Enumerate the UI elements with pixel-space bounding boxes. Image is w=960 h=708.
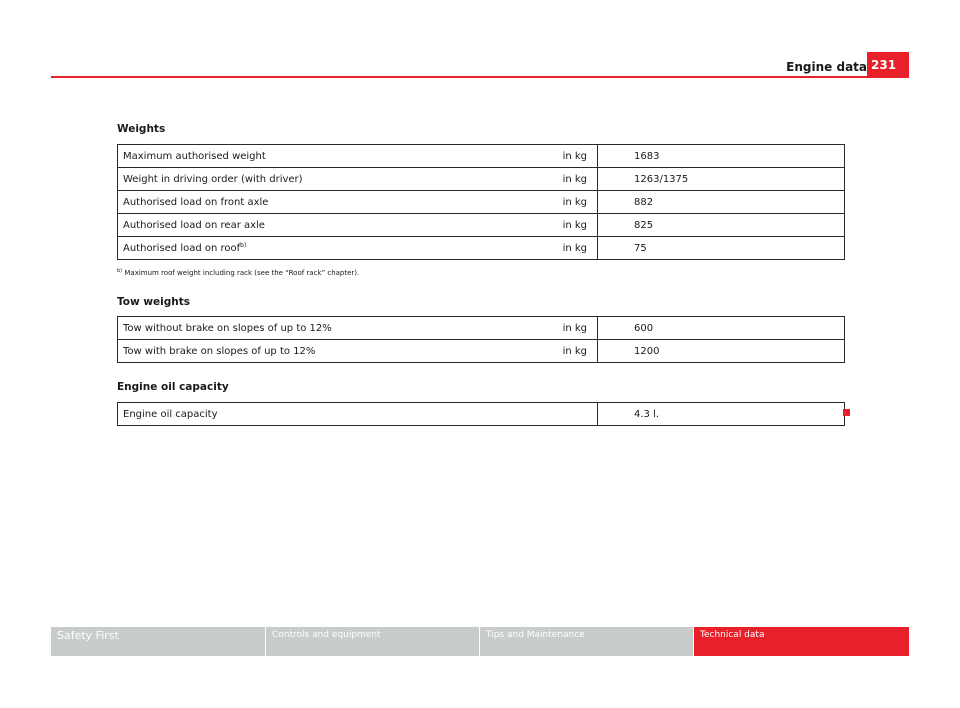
row-unit: in kg (481, 191, 598, 214)
row-label-text: Authorised load on roof (123, 243, 241, 254)
table-row (118, 214, 845, 237)
engine-oil-table (117, 402, 845, 426)
row-value: 825 (598, 214, 845, 237)
row-label (118, 237, 481, 260)
row-value: 882 (598, 191, 845, 214)
table-row (118, 168, 845, 191)
footer-tab-safety-first[interactable]: Safety First (51, 627, 265, 656)
chapter-title: Engine data (786, 60, 867, 74)
footnote-mark: b) (117, 268, 123, 274)
row-unit: in kg (481, 317, 598, 340)
row-label: Authorised load on rear axle (118, 214, 481, 237)
row-unit: in kg (481, 237, 598, 260)
footnote-ref: b) (240, 242, 247, 249)
row-value: 1263/1375 (598, 168, 845, 191)
row-label: Authorised load on front axle (118, 191, 481, 214)
row-unit: in kg (481, 168, 598, 191)
table-row (118, 191, 845, 214)
tow-weights-table (117, 316, 845, 363)
row-unit: in kg (481, 145, 598, 168)
footnote-text: Maximum roof weight including rack (see the “Roof rack” chapter). (124, 269, 360, 277)
header-rule (51, 76, 909, 78)
row-value: 75 (598, 237, 845, 260)
row-unit: in kg (481, 214, 598, 237)
footer-tab-tips-maintenance[interactable]: Tips and Maintenance (480, 627, 693, 656)
table-row (118, 340, 845, 363)
row-label: Maximum authorised weight (118, 145, 481, 168)
weights-heading: Weights (117, 123, 166, 135)
section-end-marker (843, 409, 850, 416)
footer-tab-controls-equipment[interactable]: Controls and equipment (266, 627, 479, 656)
row-label: Engine oil capacity (118, 403, 481, 426)
row-value: 1200 (598, 340, 845, 363)
footer-tab-technical-data[interactable]: Technical data (694, 627, 909, 656)
row-label: Tow with brake on slopes of up to 12% (118, 340, 481, 363)
tow-weights-heading: Tow weights (117, 296, 191, 308)
page-number: 231 (867, 52, 909, 78)
row-label: Weight in driving order (with driver) (118, 168, 481, 191)
row-unit: in kg (481, 340, 598, 363)
row-value: 4.3 l. (598, 403, 845, 426)
row-value: 600 (598, 317, 845, 340)
table-row (118, 145, 845, 168)
table-row (118, 317, 845, 340)
row-label: Tow without brake on slopes of up to 12% (118, 317, 481, 340)
table-row (118, 403, 845, 426)
footnote (117, 268, 359, 277)
row-unit (481, 403, 598, 426)
table-row (118, 237, 845, 260)
weights-table (117, 144, 845, 260)
engine-oil-heading: Engine oil capacity (117, 381, 229, 393)
row-value: 1683 (598, 145, 845, 168)
